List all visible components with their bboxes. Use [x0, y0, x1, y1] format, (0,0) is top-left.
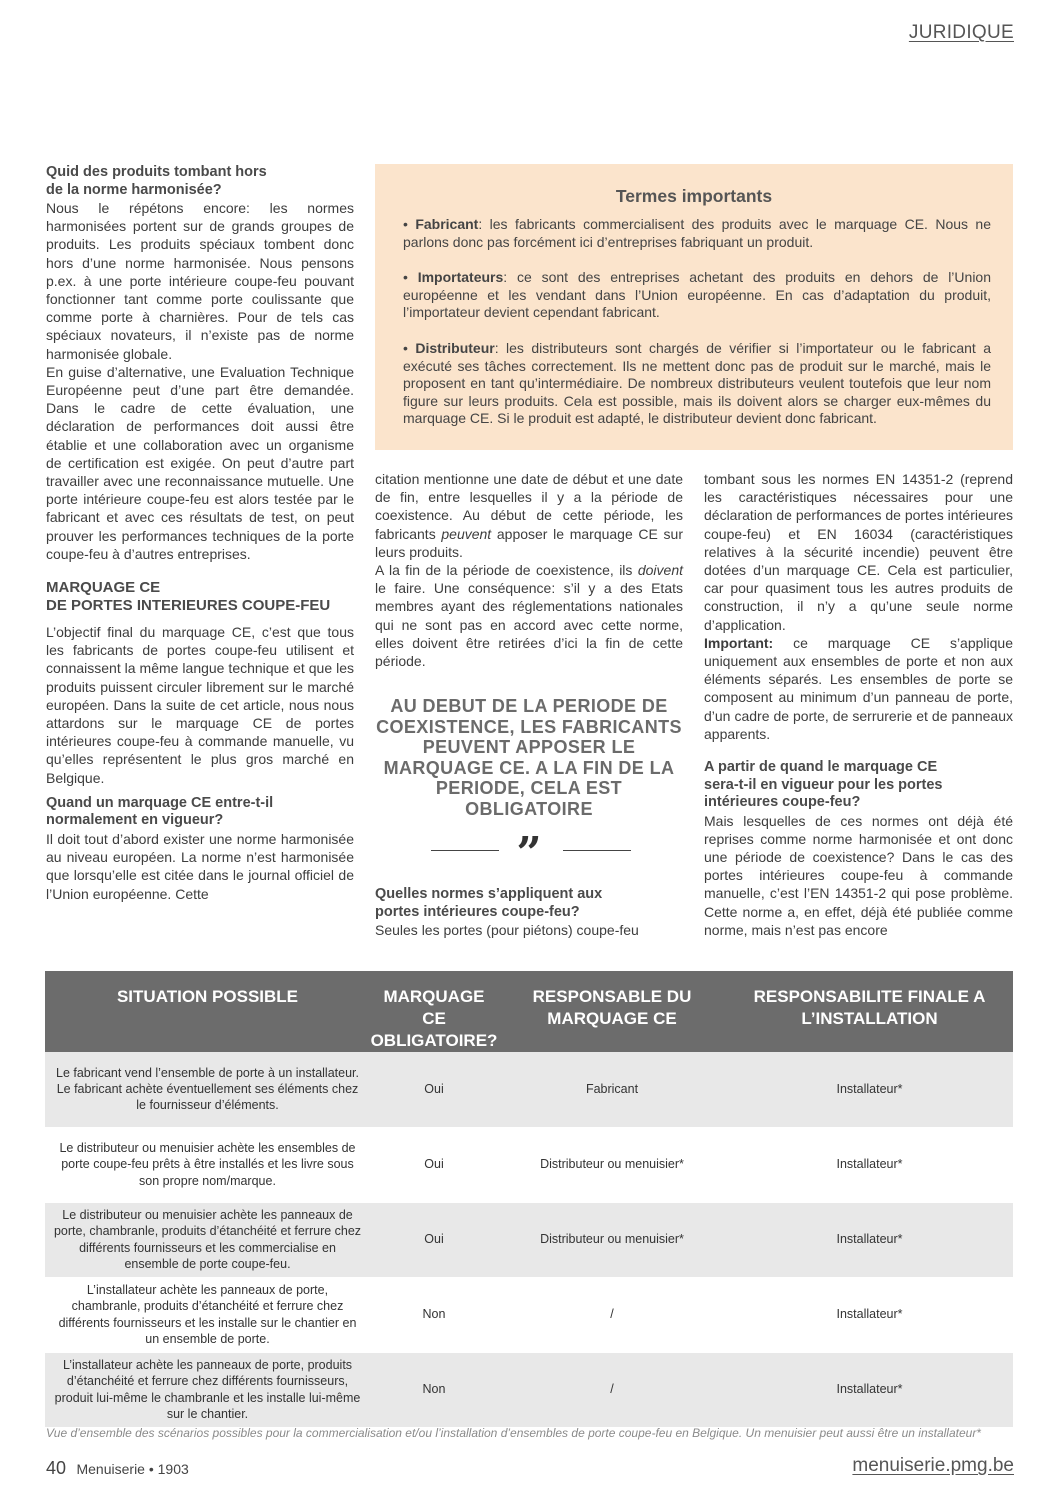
section-tag: JURIDIQUE	[908, 22, 1014, 43]
table-row	[45, 1052, 1013, 1127]
paragraph	[704, 634, 1013, 743]
heading-line: MARQUAGE CE	[46, 579, 161, 597]
cell-obligatoire: Oui	[370, 1052, 498, 1127]
paragraph: Mais lesquelles de ces normes ont déjà été reprises comme norme harmonisée et ont donc une période de coexistence? Dans le cas des portes intérieures coupe-feu à commande manuelle, c’est l’EN 14351-2 qui pose problème. Cette norme a, en effet, déjà été publiée comme norme, mais n’est pas encore	[704, 812, 1013, 938]
paragraph: Seules les portes (pour piétons) coupe-feu	[375, 922, 639, 938]
table-row	[45, 1202, 1013, 1277]
cell-finale: Installateur*	[726, 1352, 1013, 1427]
table-row	[45, 1352, 1013, 1427]
column-middle	[375, 470, 683, 670]
cell-obligatoire: Non	[370, 1352, 498, 1427]
cell-finale: Installateur*	[726, 1052, 1013, 1127]
cell-responsable: Distributeur ou menuisier*	[498, 1202, 726, 1277]
cell-obligatoire: Oui	[370, 1127, 498, 1202]
term-text: : les fabricants commercialisent des produits avec le marquage CE. Nous ne parlons donc pas forcément ici d’entreprises fabriquant un produit.	[403, 216, 992, 250]
emphasis: doivent	[637, 562, 683, 579]
cell-responsable: Fabricant	[498, 1052, 726, 1127]
cell-situation: L’installateur achète les panneaux de porte, chambranle, produits d’étanchéité et ferrure chez différents fournisseurs et les installe sur le chantier en un ensemble de porte.	[45, 1277, 370, 1352]
term-label: Distributeur	[415, 339, 495, 356]
cell-obligatoire: Non	[370, 1277, 498, 1352]
cell-situation: L’installateur achète les panneaux de porte, produits d’étanchéité et ferrure chez différents fournisseurs, produit lui-même le chambranle et les installe lui-même sur le chantier.	[45, 1352, 370, 1427]
heading-line: DE PORTES INTERIEURES COUPE-FEU	[46, 597, 331, 615]
cell-situation: Le fabricant vend l’ensemble de porte à un installateur. Le fabricant achète éventuellement ses éléments chez le fournisseur d’éléments.	[45, 1052, 370, 1127]
footer-url-link[interactable]: menuiserie.pmg.be	[852, 1455, 1014, 1476]
emphasis: peuvent	[441, 525, 492, 542]
paragraph: Il doit tout d’abord exister une norme harmonisée au niveau européen. La norme n’est harmonisée que lorsqu’elle est citée dans le journal officiel de l’Union européenne. Cette	[46, 830, 354, 902]
cell-responsable: /	[498, 1352, 726, 1427]
terms-box	[375, 164, 1013, 450]
column-right	[704, 470, 1013, 939]
text-run: ce marquage CE s’applique uniquement aux ensembles de porte et non aux éléments séparés. Les ensembles de porte se composent au minimum d’un panneau de porte, d’un cadre de porte, de serrurerie et de panneaux apparents.	[704, 634, 1013, 742]
column-middle-lower	[375, 886, 683, 939]
cell-finale: Installateur*	[726, 1127, 1013, 1202]
column-header: RESPONSABLE DU MARQUAGE CE	[498, 971, 726, 1052]
paragraph	[375, 470, 683, 561]
text-run: citation mentionne une date de début et une date de fin, entre lesquelles il y a la période de coexistence. Au début de cette période, les fabricants	[375, 471, 683, 542]
paragraph: tombant sous les normes EN 14351-2 (reprend les caractéristiques nécessaires pour une déclaration de performances de portes intérieures coupe-feu) et EN 16034 (caractéristiques relatives à la sécurité incendie) peuvent être dotées d’un marquage CE. Cela est particulier, car pour quasiment tous les autres produits de construction, il n’y a qu’une seule norme d’application.	[704, 471, 1013, 633]
cell-obligatoire: Oui	[370, 1202, 498, 1277]
pull-quote: AU DEBUT DE LA PERIODE DE COEXISTENCE, LES FABRICANTS PEUVENT APPOSER LE MARQUAGE CE. A LA FIN DE LA PERIODE, CELA EST OBLIGATOIRE	[376, 696, 682, 819]
magazine-issue: Menuiserie • 1903	[76, 1461, 189, 1477]
column-header: RESPONSABILITE FINALE A L’INSTALLATION	[726, 971, 1013, 1052]
paragraph: En guise d’alternative, une Evaluation Technique Européenne peut d’une part être demandée. Dans le cadre de cette évaluation, une déclaration de performances doit aussi être établie et une collaboration avec un organisme de certification est exigée. On peut d’autre part travailler avec une reconnaissance mutuelle. Une porte intérieure coupe-feu est alors testée par le fabricant et avec ces résultats de test, on peut prouver les performances techniques de la porte coupe-feu à d’autres entreprises.	[46, 363, 354, 562]
table-row	[45, 1277, 1013, 1352]
table-caption: Vue d’ensemble des scénarios possibles pour la commercialisation et/ou l’installation d’ensembles de porte coupe-feu en Belgique. Un menuisier peut aussi être un installateur*	[46, 1426, 981, 1440]
cell-finale: Installateur*	[726, 1277, 1013, 1352]
terms-box-title: Termes importants	[615, 186, 773, 206]
term-label: Fabricant	[415, 216, 479, 232]
paragraph	[375, 561, 683, 670]
column-header: MARQUAGE CE OBLIGATOIRE?	[370, 971, 498, 1052]
situations-table	[45, 971, 1013, 1428]
term-text: : ce sont des entreprises achetant des produits en dehors de l’Union européenne et les vendant dans l’Union européenne. En cas d’adaptation du produit, l’importateur devient cependant fabricant.	[403, 269, 991, 321]
quote-mark-icon: ”	[516, 828, 542, 879]
paragraph: L’objectif final du marquage CE, c’est que tous les fabricants de portes coupe-feu utilisent et connaissent la même langue technique et que les produits puissent circuler librement sur le marché européen. Dans la suite de cet article, nous nous attardons sur le marquage CE de portes intérieures coupe-feu à commande manuelle, vu qu’elles représentent le plus gros marché en Belgique.	[46, 624, 354, 786]
term-item-importateurs: • Importateurs: ce sont des entreprises achetant des produits en dehors de l’Union européenne et les vendant dans l’Union européenne. En cas d’adaptation du produit, l’importateur devient cependant fabricant.	[403, 269, 991, 321]
important-label: Important:	[704, 634, 774, 651]
column-header: SITUATION POSSIBLE	[45, 971, 370, 1052]
divider-line	[563, 850, 631, 851]
cell-responsable: /	[498, 1277, 726, 1352]
page-number: 40	[46, 1458, 67, 1478]
term-text: : les distributeurs sont chargés de vérifier si l’importateur ou le fabricant a exécuté ses tâches correctement. Ils ne mettent donc pas de produit sur le marché, mais le proposent en tant qu’intermédiaire. De nombreux distributeurs veulent toutefois que leur nom figure sur leurs produits. Cela est possible, mais ils doivent alors se charger eux-mêmes du marquage CE. Si le produit est adapté, le distributeur devient donc fabricant.	[403, 339, 992, 427]
paragraph: Nous le répétons encore: les normes harmonisées portent sur de grands groupes de produits. Les produits spéciaux tombent donc hors d’une norme harmonisée. Nous pensons p.ex. à une porte intérieure coupe-feu pouvant fonctionner tant comme porte coulissante que comme porte à charnières. Pour de tels cas spéciaux novateurs, il n’existe pas de norme harmonisée globale.	[46, 200, 354, 362]
term-item-fabricant: • Fabricant: les fabricants commercialisent des produits avec le marquage CE. Nous ne parlons donc pas forcément ici d’entreprises fabriquant un produit.	[403, 216, 992, 250]
cell-situation: Le distributeur ou menuisier achète les panneaux de porte, chambranle, produits d’étanchéité et ferrure chez différents fournisseurs et les commercialise en ensemble de porte coupe-feu.	[45, 1202, 370, 1277]
heading-marquage-ce	[46, 579, 354, 615]
text-run: A la fin de la période de coexistence, ils	[375, 562, 638, 579]
footer-left	[46, 1458, 189, 1479]
cell-responsable: Distributeur ou menuisier*	[498, 1127, 726, 1202]
table-row	[45, 1127, 1013, 1202]
cell-finale: Installateur*	[726, 1202, 1013, 1277]
divider-line	[431, 850, 499, 851]
text-run: apposer le marquage CE sur leurs produits.	[375, 525, 683, 560]
cell-situation: Le distributeur ou menuisier achète les ensembles de porte coupe-feu prêts à être installés et les livre sous son propre nom/marque.	[45, 1127, 370, 1202]
text-run: le faire. Une conséquence: s’il y a des Etats membres ayant des réglementations nationales qui ne sont pas en accord avec cette norme, elles doivent être retirées d’ici la fin de cette période.	[375, 580, 683, 670]
column-left	[46, 164, 354, 903]
heading-quand-marquage: Quand un marquage CE entre-t-il normalement en vigueur?	[46, 794, 274, 829]
heading-quelles-normes: Quelles normes s’appliquent aux portes intérieures coupe-feu?	[375, 886, 603, 920]
table-header-row	[45, 971, 1013, 1052]
heading-a-partir-de-quand: A partir de quand le marquage CE sera-t-il en vigueur pour les portes intérieures coupe-feu?	[704, 759, 943, 811]
heading-produits-hors-norme: Quid des produits tombant hors de la norme harmonisée?	[46, 164, 267, 198]
quote-separator	[375, 828, 683, 879]
term-item-distributeur: • Distributeur: les distributeurs sont chargés de vérifier si l’importateur ou le fabricant a exécuté ses tâches correctement. Ils ne mettent donc pas de produit sur le marché, mais le proposent en tant qu’intermédiaire. De nombreux distributeurs veulent toutefois que leur nom figure sur leurs produits. Cela est possible, mais ils doivent alors se charger eux-mêmes du marquage CE. Si le produit est adapté, le distributeur devient donc fabricant.	[403, 339, 992, 427]
term-label: Importateurs	[417, 269, 504, 286]
